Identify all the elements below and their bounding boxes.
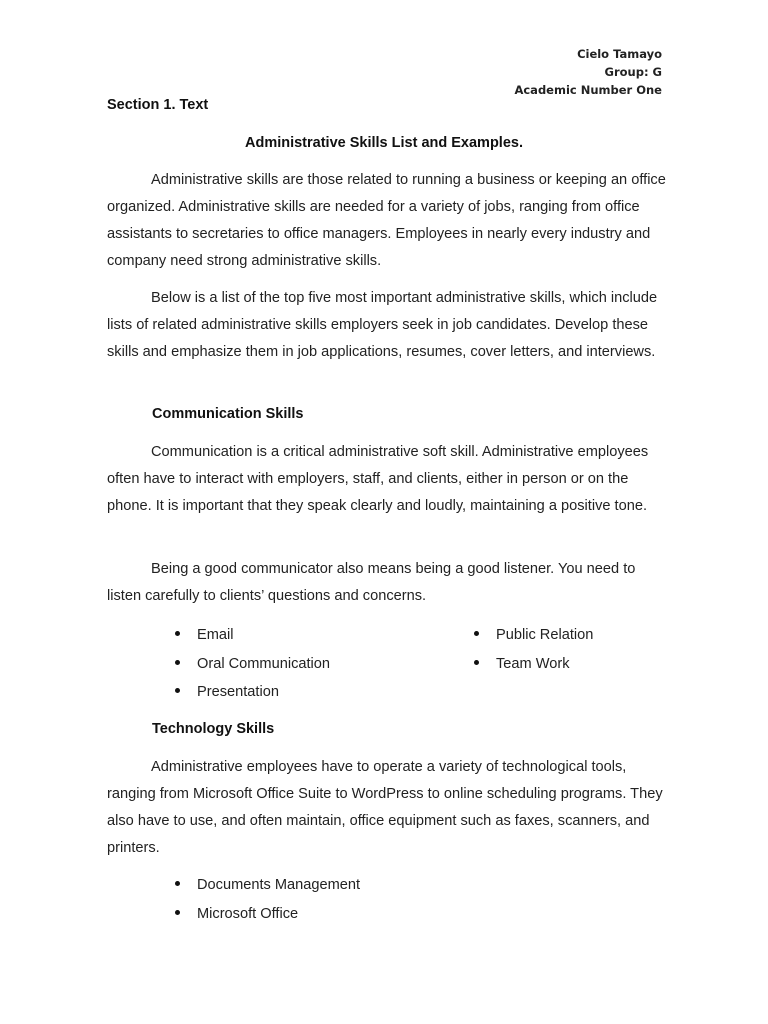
technology-paragraph-1: Administrative employees have to operate a variety of technological tools, ranging from Microsoft Office Suite to WordPress to online scheduling programs. They also have to use, and often maintain, office equipment such as faxes, scanners, and printers.	[107, 759, 663, 856]
bullet-icon	[175, 631, 180, 636]
communication-paragraph-2: Being a good communicator also means being a good listener. You need to listen carefully to clients’ questions and concerns.	[107, 561, 636, 604]
communication-paragraph-1: Communication is a critical administrative soft skill. Administrative employees often have to interact with employers, staff, and clients, either in person or on the phone. It is important that they speak clearly and loudly, maintaining a positive tone.	[107, 444, 649, 514]
author-group: Group: G	[604, 65, 662, 79]
author-header	[514, 45, 662, 99]
list-item: Team Work	[474, 654, 570, 674]
bullet-icon	[175, 660, 180, 665]
section-title: Section 1. Text	[107, 97, 209, 113]
list-item: Presentation	[175, 682, 279, 702]
author-name: Cielo Tamayo	[577, 47, 662, 61]
academic-number: Academic Number One	[514, 83, 662, 97]
list-item: Documents Management	[175, 875, 360, 895]
bullet-icon	[474, 660, 479, 665]
intro-paragraph-2: Below is a list of the top five most important administrative skills, which include lists of related administrative skills employers seek in job candidates. Develop these skills and emphasize them in job applications, resumes, cover letters, and interviews.	[107, 290, 658, 360]
bullet-icon	[175, 910, 180, 915]
list-item: Oral Communication	[175, 654, 330, 674]
list-item: Public Relation	[474, 625, 593, 645]
document-title: Administrative Skills List and Examples.	[244, 135, 523, 151]
list-item: Microsoft Office	[175, 904, 298, 924]
intro-paragraph-1: Administrative skills are those related to running a business or keeping an office organized. Administrative skills are needed for a variety of jobs, ranging from office assistants to secretaries to office managers. Employees in nearly every industry and company need strong administrative skills.	[107, 172, 666, 269]
bullet-icon	[175, 881, 180, 886]
communication-heading: Communication Skills	[152, 406, 304, 422]
list-item: Email	[175, 625, 234, 645]
bullet-icon	[474, 631, 479, 636]
bullet-icon	[175, 688, 180, 693]
technology-heading: Technology Skills	[152, 721, 275, 737]
